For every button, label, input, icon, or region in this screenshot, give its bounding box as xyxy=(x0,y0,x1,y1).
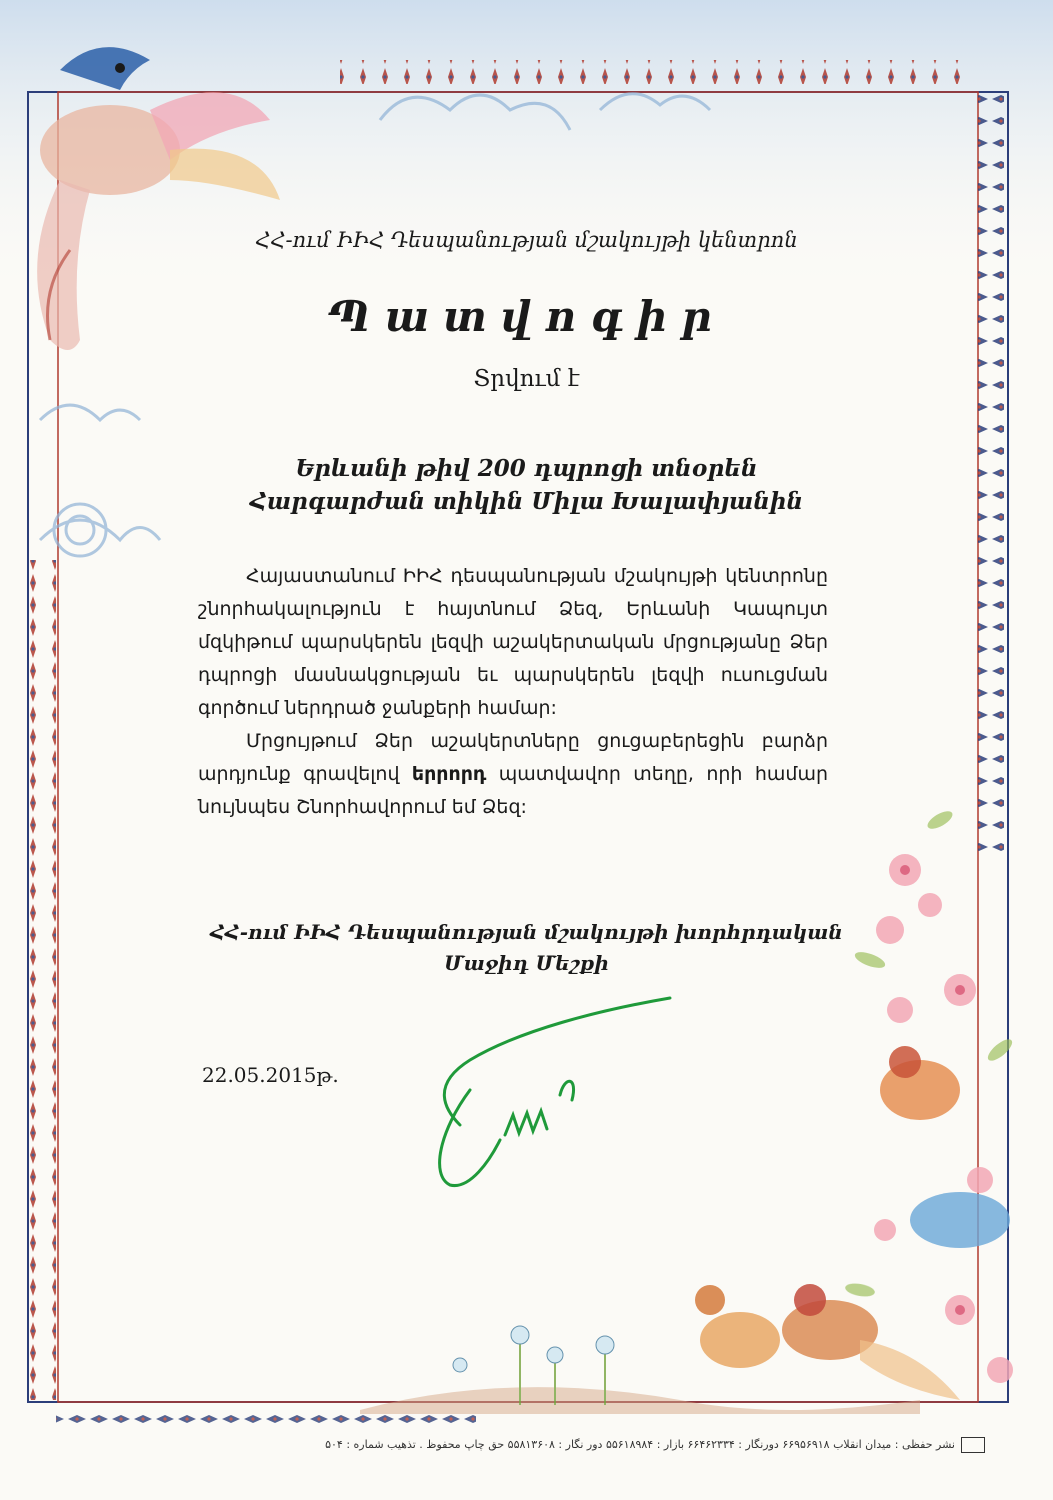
signatory-name: Մաջիդ Մեշքի xyxy=(444,951,609,975)
body-paragraph-2 xyxy=(198,725,828,824)
paragraph-2-start: Մրցույթում Ձեր աշակերտները ցուցաբերեցին բարձր արդյունք գրավելով xyxy=(198,730,828,785)
recipient-line-2: Հարգարժան տիկին Միլա Խալափյանին xyxy=(249,488,804,515)
border-pattern-top xyxy=(340,60,960,84)
signature-icon xyxy=(440,998,670,1186)
certificate-title: Պատվոգիր xyxy=(327,292,726,341)
signatory-title: ՀՀ-ում ԻԻՀ Դեսպանության մշակույթի խորհրդական xyxy=(210,920,843,944)
publisher-footer xyxy=(325,1437,985,1453)
body-paragraph-1: Հայաստանում ԻԻՀ դեսպանության մշակույթի կենտրոնը շնորհակալություն է հայտնում Ձեզ, Երևանի Կապույտ մզկիթում պարսկերեն լեզվի աշակերտական մրցությանը Ձեր դպրոցի մասնակցության եւ պարսկերեն լեզվի ուսուցման գործում ներդրած ջանքերի համար: xyxy=(198,565,828,719)
certificate-body xyxy=(198,560,828,824)
issue-date: 22.05.2015թ. xyxy=(202,1063,339,1087)
border-pattern-left xyxy=(30,560,56,1400)
placement-rank: երրորդ xyxy=(411,763,487,785)
publisher-text: نشر حفظی : میدان انقلاب ۶۶۹۵۶۹۱۸ دورنگار : ۶۶۴۶۲۳۳۴ بازار : ۵۵۶۱۸۹۸۴ دور نگار : ۵۵۸۱۳۶۰۸ حق چاپ محفوظ . تذهیب شماره : ۵۰۴ xyxy=(325,1438,955,1451)
publisher-logo-icon xyxy=(961,1437,985,1453)
issuer-heading: ՀՀ-ում ԻԻՀ Դեսպանության մշակույթի կենտրոն xyxy=(255,228,798,252)
paragraph-2-end: պատվավոր տեղը, որի համար նույնպես Շնորհավորում եմ Ձեզ: xyxy=(198,763,828,818)
recipient-line-1: Երևանի թիվ 200 դպրոցի տնօրեն xyxy=(295,455,758,482)
certificate-subtitle: Տրվում է xyxy=(473,366,580,392)
songbird-icon xyxy=(695,1046,1010,1400)
